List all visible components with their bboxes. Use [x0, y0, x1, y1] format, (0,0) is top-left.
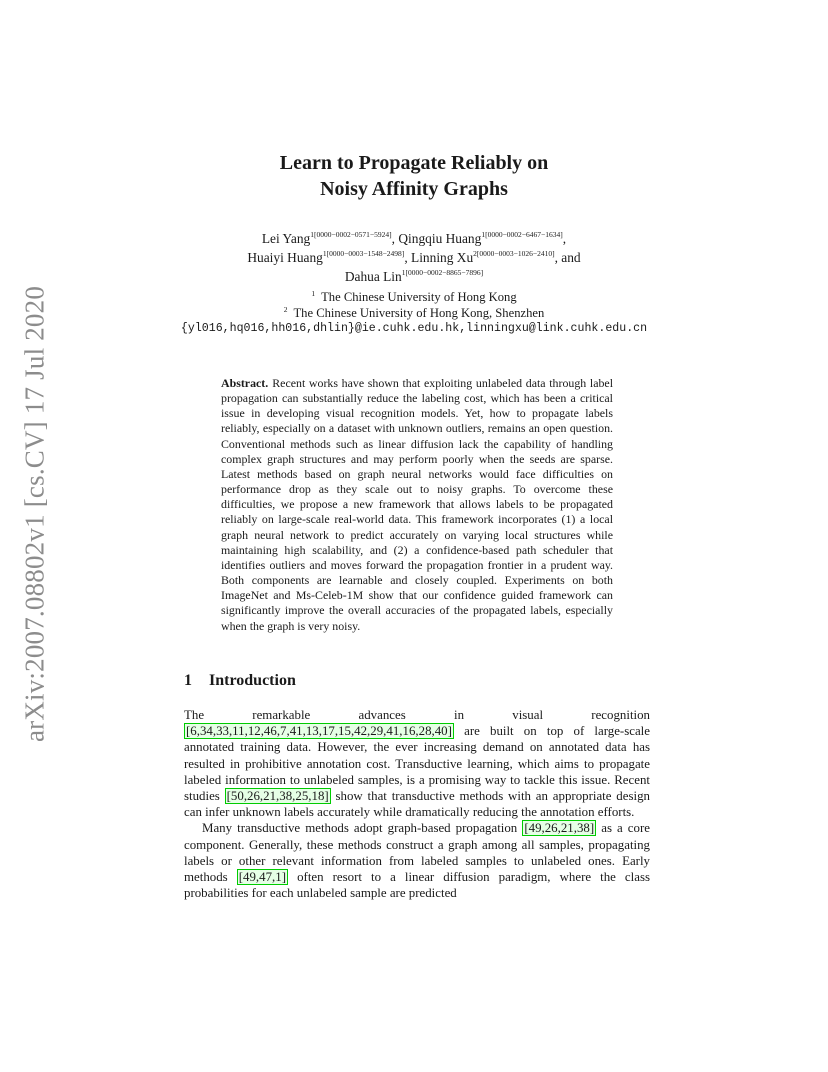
paragraph — [184, 820, 650, 901]
section-heading-introduction — [184, 672, 296, 690]
abstract-text: Recent works have shown that exploiting unlabeled data through label propagation can substantially reduce the labeling cost, which has been a critical issue in developing visual recognition models. Yet, how to propagate labels reliably, especially on a dataset with unknown outliers, remains an open question. Conventional methods such as linear diffusion lack the capability of handling complex graph structures and may perform poorly when the seeds are sparse. Latest methods based on graph neural networks would face difficulties on performance drop as they scale out to noisy graphs. To overcome these difficulties, we propose a new framework that allows labels to be propagated reliably on large-scale real-world data. This framework incorporates (1) a local graph neural network to predict accurately on varying local structures while maintaining high scalability, and (2) a confidence-based path scheduler that identifies outliers and moves forward the propagation frontier in a prudent way. Both components are learnable and closely coupled. Experiments on both ImageNet and Ms-Celeb-1M show that our confidence guided framework can significantly improve the overall accuracies of the propagated labels, especially when the graph is very noisy. — [221, 376, 613, 633]
abstract — [221, 376, 613, 634]
affiliations — [0, 289, 828, 337]
author-orcid: 1[0000−0003−1548−2498] — [322, 249, 405, 258]
author-list — [0, 229, 828, 286]
author-name: Huaiyi Huang — [247, 250, 323, 265]
section-number: 1 — [184, 672, 192, 689]
title-line-2: Noisy Affinity Graphs — [320, 178, 508, 200]
author-name: Linning Xu — [411, 250, 474, 265]
author-orcid: 2[0000−0003−1026−2410] — [473, 249, 555, 258]
author-name: Dahua Lin — [344, 269, 402, 284]
affiliation-number: 2 — [283, 305, 288, 314]
arxiv-identifier-text: arXiv:2007.08802v1 [cs.CV] 17 Jul 2020 — [19, 285, 50, 743]
affiliation-text: The Chinese University of Hong Kong, Shenzhen — [293, 306, 545, 320]
affiliation-2 — [0, 305, 828, 321]
author-line-2 — [0, 248, 828, 267]
paragraph-text: show that transductive methods with an appropriate design can infer unknown labels accurately while dramatically reducing the annotation efforts. — [184, 789, 650, 820]
citation-link[interactable]: [49,47,1] — [238, 870, 287, 885]
author-emails: {yl016,hq016,hh016,dhlin}@ie.cuhk.edu.hk,linningxu@link.cuhk.edu.cn — [180, 322, 648, 335]
author-orcid: 1[0000−0002−0571−5924] — [310, 230, 392, 239]
author-separator: , — [391, 231, 396, 246]
citation-link[interactable]: [6,34,33,11,12,46,7,41,13,17,15,42,29,41,16,28,40] — [186, 724, 452, 739]
abstract-label: Abstract. — [221, 376, 269, 390]
paragraph-text: The remarkable advances in visual recognition — [184, 708, 650, 722]
paragraph-text: Many transductive methods adopt graph-based propagation — [202, 821, 518, 836]
paper-title — [0, 150, 828, 202]
introduction-body — [184, 707, 650, 901]
title-line-1: Learn to Propagate Reliably on — [279, 152, 549, 174]
section-title: Introduction — [209, 672, 296, 689]
affiliation-1 — [0, 289, 828, 305]
author-orcid: 1[0000−0002−6467−1634] — [481, 230, 563, 239]
paragraph-text: are built on top of large-scale annotated training data. However, the ever increasing demand on annotated data has resulted in prohibitive annotation cost. Transductive learning, which aims to propagate labeled information to unlabeled samples, is a promising way to tackle this issue. Recent studies — [184, 724, 650, 804]
author-line-3 — [0, 267, 828, 286]
citation-link[interactable]: [50,26,21,38,25,18] — [226, 789, 329, 804]
author-name: Lei Yang — [261, 231, 311, 246]
author-name: Qingqiu Huang — [398, 231, 482, 246]
paragraph-text: often resort to a linear diffusion paradigm, where the class probabilities for each unlabeled sample are predicted — [184, 870, 650, 901]
author-orcid: 1[0000−0002−8865−7896] — [401, 268, 484, 277]
paragraph-text: as a core component. Generally, these methods construct a graph among all samples, propagating labels or other relevant information from labeled samples to unlabeled ones. Early methods — [184, 821, 650, 885]
author-and: , and — [554, 250, 581, 265]
paragraph — [184, 707, 650, 820]
citation-link[interactable]: [49,26,21,38] — [524, 821, 595, 836]
affiliation-text: The Chinese University of Hong Kong — [321, 290, 517, 304]
author-line-1 — [0, 229, 828, 248]
author-separator: , — [562, 231, 567, 246]
author-separator: , — [404, 250, 408, 265]
affiliation-number: 1 — [311, 289, 316, 298]
